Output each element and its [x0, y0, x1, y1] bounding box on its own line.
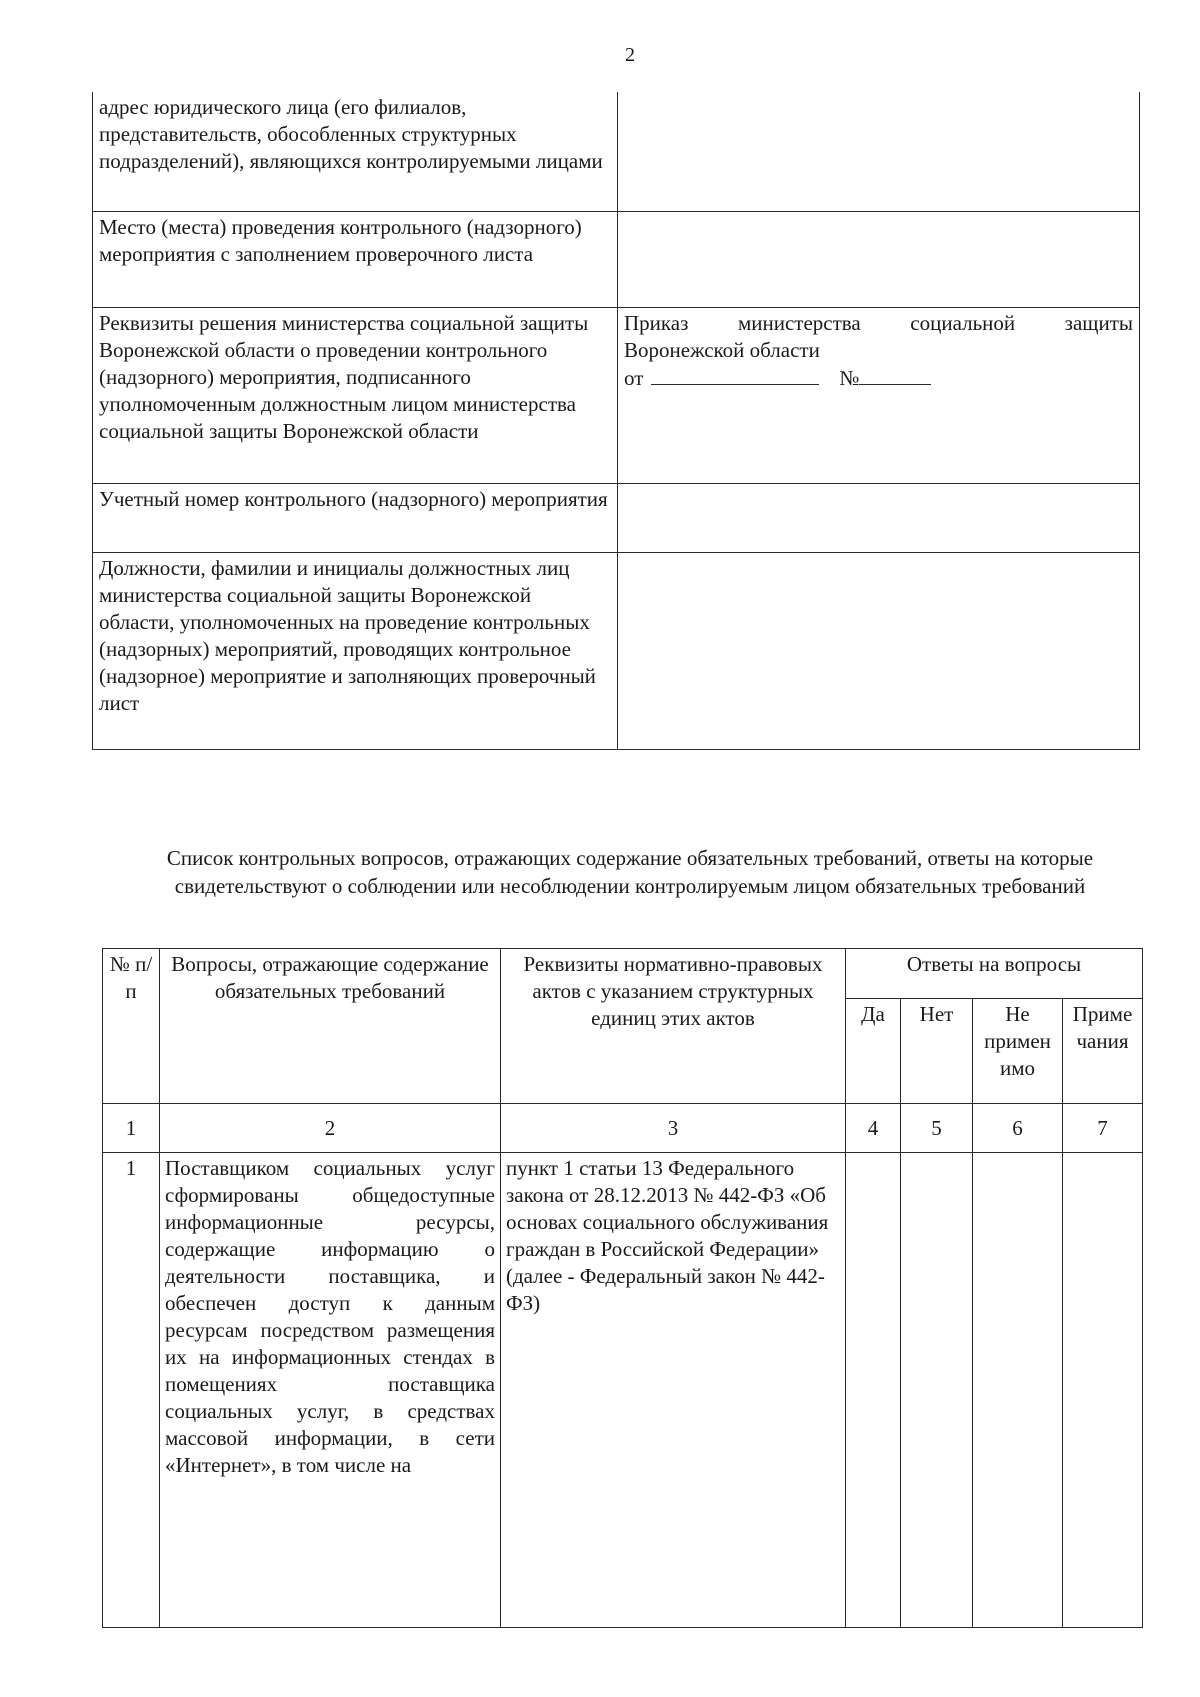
inspection-place-value[interactable]: [618, 212, 1140, 308]
header-answers: Ответы на вопросы: [846, 949, 1143, 999]
order-date-label: от: [624, 366, 644, 390]
header-row: [103, 949, 1143, 999]
order-word: социальной: [910, 311, 1016, 335]
table-row: [93, 308, 1140, 484]
decision-requisites-value: [618, 308, 1140, 484]
record-number-label: Учетный номер контрольного (надзорного) мероприятия: [93, 484, 618, 553]
column-number: 4: [846, 1104, 901, 1153]
column-number: 6: [973, 1104, 1063, 1153]
order-word: министерства: [737, 311, 861, 335]
notes-cell[interactable]: [1063, 1153, 1143, 1628]
legal-address-value[interactable]: [618, 92, 1140, 212]
answer-not-applicable-cell[interactable]: [973, 1153, 1063, 1628]
answer-yes-cell[interactable]: [846, 1153, 901, 1628]
table-row: [103, 1153, 1143, 1628]
column-number: 5: [901, 1104, 973, 1153]
organization-details-table: [92, 92, 1140, 750]
answer-no-cell[interactable]: [901, 1153, 973, 1628]
officials-label: Должности, фамилии и инициалы должностных лиц министерства социальной защиты Воронежской области, уполномоченных на проведение контрольных (надзорных) мероприятий, проводящих контрольное (надзорное) мероприятие и заполняющих проверочный лист: [93, 553, 618, 750]
column-number: 7: [1063, 1104, 1143, 1153]
header-not-applicable: Не примен имо: [973, 999, 1063, 1104]
order-number-label: №: [839, 366, 860, 390]
question-text: Поставщиком социальных услуг сформированы общедоступные информационные ресурсы, содержащие информацию о деятельности поставщика, и обеспечен доступ к данным ресурсам посредством размещения их на информационных стендах в помещениях поставщика социальных услуг, в средствах массовой информации, в сети «Интернет», в том числе на: [160, 1153, 501, 1628]
column-number: 2: [160, 1104, 501, 1153]
legal-address-label: адрес юридического лица (его филиалов, представительств, обособленных структурных подразделений), являющихся контролируемыми лицами: [93, 92, 618, 212]
record-number-value[interactable]: [618, 484, 1140, 553]
column-numbers-row: [103, 1104, 1143, 1153]
order-number-blank[interactable]: [859, 364, 931, 385]
header-num: № п/п: [103, 949, 160, 1104]
order-date-blank[interactable]: [651, 364, 819, 385]
header-yes: Да: [846, 999, 901, 1104]
header-question: Вопросы, отражающие содержание обязательных требований: [160, 949, 501, 1104]
header-no: Нет: [901, 999, 973, 1104]
order-word: защиты: [1064, 311, 1133, 335]
order-word: Приказ: [624, 311, 689, 335]
column-number: 1: [103, 1104, 160, 1153]
table-row: [93, 92, 1140, 212]
inspection-place-label: Место (места) проведения контрольного (надзорного) мероприятия с заполнением проверочного листа: [93, 212, 618, 308]
table-row: [93, 484, 1140, 553]
header-notes: Приме чания: [1063, 999, 1143, 1104]
header-requisites: Реквизиты нормативно-правовых актов с указанием структурных единиц этих актов: [501, 949, 846, 1104]
order-line-1: [624, 310, 1133, 337]
order-line-3: [624, 364, 1133, 392]
page-number: 2: [625, 44, 635, 66]
order-line-2: Воронежской области: [624, 338, 820, 362]
question-requisites: пункт 1 статьи 13 Федерального закона от 28.12.2013 № 442-ФЗ «Об основах социального обслуживания граждан в Российской Федерации» (далее - Федеральный закон № 442-ФЗ): [501, 1153, 846, 1628]
officials-value[interactable]: [618, 553, 1140, 750]
list-heading: Список контрольных вопросов, отражающих содержание обязательных требований, ответы на которые свидетельствуют о соблюдении или несоблюдении контролируемым лицом обязательных требований: [166, 846, 1094, 898]
questions-table: [102, 948, 1143, 1628]
table-row: [93, 553, 1140, 750]
column-number: 3: [501, 1104, 846, 1153]
question-number: 1: [103, 1153, 160, 1628]
decision-requisites-label: Реквизиты решения министерства социальной защиты Воронежской области о проведении контрольного (надзорного) мероприятия, подписанного уполномоченным должностным лицом министерства социальной защиты Воронежской области: [93, 308, 618, 484]
table-row: [93, 212, 1140, 308]
